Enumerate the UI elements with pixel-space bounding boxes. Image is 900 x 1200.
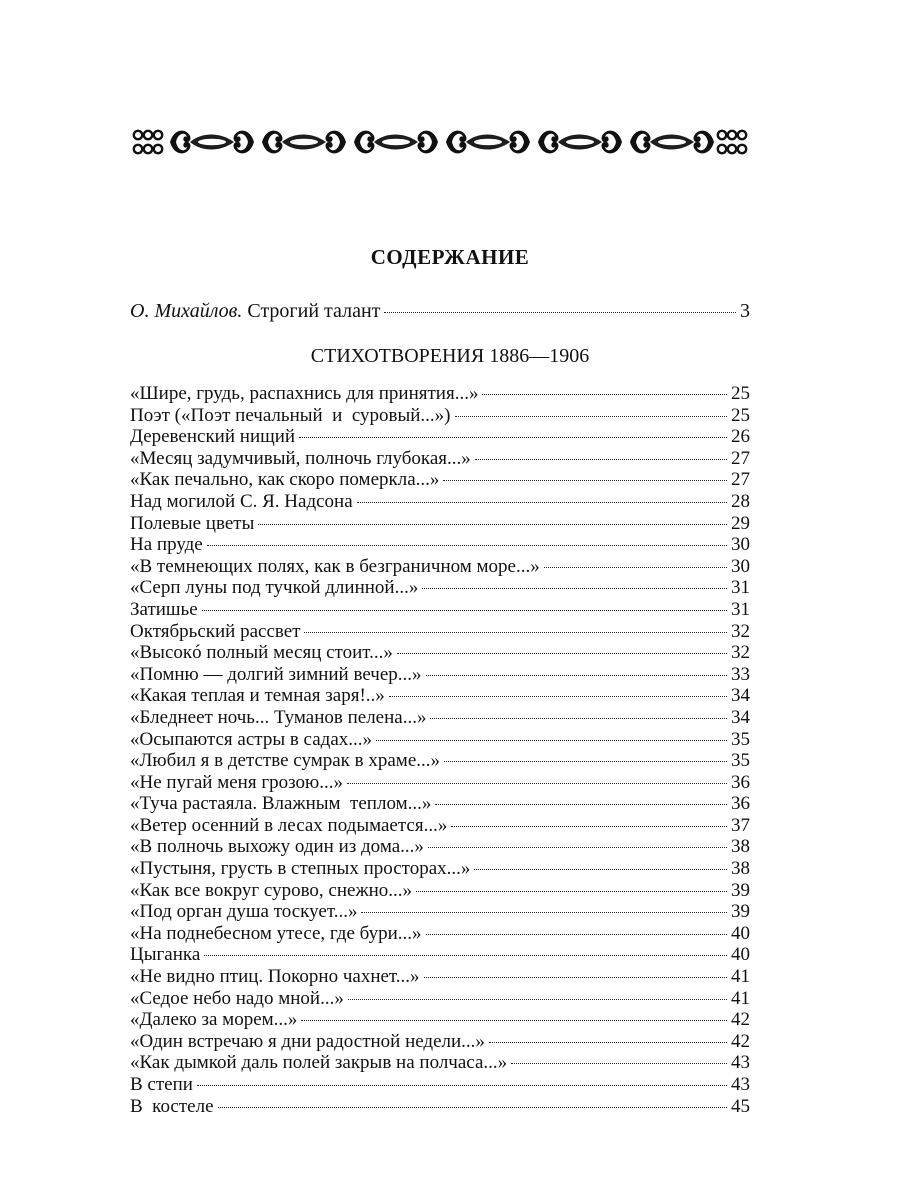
dot-leader [544,567,727,568]
dot-leader [424,977,727,978]
dot-leader [357,502,727,503]
dot-leader [435,804,727,805]
toc-entry-title: Над могилой С. Я. Надсона [130,490,353,512]
toc-entry-page-number: 25 [731,404,750,426]
toc-entry [130,836,750,858]
toc-entry [130,664,750,686]
dot-leader [384,312,736,313]
page-title: СОДЕРЖАНИЕ [370,245,530,269]
toc-entry-page-number: 33 [731,663,750,685]
toc-entry [130,405,750,427]
toc-entry-title: «Высокó полный месяц стоит...» [130,642,393,664]
toc-entry [130,944,750,966]
toc-entry-page-number: 38 [731,858,750,880]
dot-leader [489,1042,727,1043]
toc-entry-page-number: 38 [731,836,750,858]
toc-entry-page-number: 30 [731,555,750,577]
toc-entry-page-number: 31 [731,598,750,620]
toc-entry [130,750,750,772]
toc-entry-page-number: 39 [731,879,750,901]
toc-entry-page-number: 43 [731,1052,750,1074]
dot-leader [416,891,727,892]
dot-leader [299,437,727,438]
toc-entry-title: «В темнеющих полях, как в безграничном море...» [130,555,540,577]
toc-entry-page-number: 41 [731,966,750,988]
toc-entry-page-number: 42 [731,1009,750,1031]
toc-entry-title: «Помню — долгий зимний вечер...» [130,663,422,685]
intro-author: О. Михайлов. [130,300,243,322]
toc-entry-page-number: 26 [731,426,750,448]
toc-entry [130,383,750,405]
dot-leader [422,588,727,589]
toc-entry-title: «Далеко за морем...» [130,1009,298,1031]
dot-leader [348,999,727,1000]
dot-leader [426,934,728,935]
toc-entry-page-number: 25 [731,383,750,404]
dot-leader [204,955,727,956]
toc-entry-page-number: 45 [731,1095,750,1117]
toc-entry-title: «Под орган душа тоскует...» [130,901,358,923]
toc-entry-title: Деревенский нищий [130,426,296,448]
toc-entry-page-number: 35 [731,728,750,750]
dot-leader [455,416,727,417]
toc-entry-title: «Любил я в детстве сумрак в храме...» [130,750,441,772]
dot-leader [444,761,727,762]
intro-page-number: 3 [740,300,750,322]
dot-leader [347,783,727,784]
toc-entry-page-number: 30 [731,534,750,556]
toc-entry [130,491,750,513]
intro-title [242,300,380,323]
toc-entry [130,966,750,988]
dot-leader [430,718,727,719]
toc-entry-title: Поэт («Поэт печальный и суровый...») [130,404,451,426]
dot-leader [511,1063,727,1064]
toc-entry-title: «Ветер осенний в лесах подымается...» [130,814,448,836]
toc-entry [130,534,750,556]
toc-entry-title: «Туча растаяла. Влажным теплом...» [130,793,432,815]
toc-entry [130,1052,750,1074]
dot-leader [426,675,727,676]
dot-leader [207,545,727,546]
toc-entry [130,1074,750,1096]
dot-leader [397,653,727,654]
toc-entry-page-number: 31 [731,577,750,599]
toc-entry-title: На пруде [130,534,203,556]
section-heading: СТИХОТВОРЕНИЯ 1886—1906 [310,345,590,367]
dot-leader [474,869,727,870]
toc-entry-title: «Как дымкой даль полей закрыв на полчаса...» [130,1052,508,1074]
toc-entry-page-number: 27 [731,469,750,491]
toc-entry-title: «Не пугай меня грозою...» [130,771,343,793]
toc-entry-title: «Не видно птиц. Покорно чахнет...» [130,966,420,988]
toc-entry [130,1031,750,1053]
dot-leader [428,847,727,848]
toc-entry-page-number: 43 [731,1074,750,1095]
toc-entry [130,880,750,902]
toc-entry [130,426,750,448]
toc-entry [130,901,750,923]
toc-entry-page-number: 39 [731,901,750,923]
decorative-ornament-border [130,124,750,160]
toc-entry [130,448,750,470]
toc-entry [130,772,750,794]
toc-entry-title: «Бледнеет ночь... Туманов пелена...» [130,706,427,728]
toc-entry-title: «Шире, грудь, распахнись для принятия...» [130,383,479,404]
toc-entry-title: «Какая теплая и темная заря!..» [130,685,385,707]
toc-entry-page-number: 41 [731,987,750,1009]
toc-entry [130,729,750,751]
toc-entry-title: Затишье [130,598,198,620]
toc-entry [130,1009,750,1031]
dot-leader [202,610,727,611]
toc-entry-title: Октябрьский рассвет [130,620,301,642]
toc-entry [130,556,750,578]
toc-entry-title: «На поднебесном утесе, где бури...» [130,922,422,944]
dot-leader [389,696,727,697]
toc-entry-page-number: 29 [731,512,750,534]
dot-leader [376,740,727,741]
intro-title-text: Строгий талант [247,300,381,322]
toc-entry-page-number: 32 [731,620,750,642]
dot-leader [443,480,727,481]
toc-entry-title: «Пустыня, грусть в степных просторах...» [130,858,471,880]
toc-entry [130,513,750,535]
toc-entry [130,685,750,707]
dot-leader [451,826,727,827]
toc-entry [130,815,750,837]
dot-leader [361,912,727,913]
dot-leader [258,524,727,525]
table-of-contents [130,383,750,1117]
toc-entry-title: «Месяц задумчивый, полночь глубокая...» [130,447,471,469]
dot-leader [218,1107,728,1108]
toc-entry [130,793,750,815]
toc-entry-page-number: 36 [731,771,750,793]
toc-entry-page-number: 34 [731,685,750,707]
toc-entry-page-number: 42 [731,1030,750,1052]
dot-leader [197,1085,727,1086]
toc-entry-title: В костеле [130,1095,214,1117]
intro-entry [130,300,750,323]
toc-entry [130,923,750,945]
toc-entry [130,1096,750,1118]
toc-entry-title: «Как печально, как скоро померкла...» [130,469,440,491]
toc-entry [130,988,750,1010]
dot-leader [301,1020,727,1021]
toc-entry-title: «Седое небо надо мной...» [130,987,344,1009]
toc-entry-page-number: 40 [731,922,750,944]
toc-entry-page-number: 37 [731,814,750,836]
toc-entry-title: «В полночь выхожу один из дома...» [130,836,424,858]
toc-entry-title: «Один встречаю я дни радостной недели...» [130,1030,485,1052]
toc-entry [130,577,750,599]
toc-entry-page-number: 27 [731,447,750,469]
toc-entry [130,707,750,729]
toc-entry [130,858,750,880]
toc-entry [130,469,750,491]
dot-leader [482,394,727,395]
toc-entry-page-number: 34 [731,706,750,728]
toc-entry-title: Цыганка [130,944,201,966]
toc-entry-title: В степи [130,1074,193,1095]
toc-entry [130,621,750,643]
toc-entry-page-number: 32 [731,642,750,664]
toc-entry-title: «Серп луны под тучкой длинной...» [130,577,419,599]
toc-entry-page-number: 40 [731,944,750,966]
toc-entry-title: Полевые цветы [130,512,255,534]
toc-entry-title: «Как все вокруг сурово, снежно...» [130,879,413,901]
toc-entry-page-number: 35 [731,750,750,772]
dot-leader [475,459,727,460]
toc-entry-title: «Осыпаются астры в садах...» [130,728,373,750]
toc-entry-page-number: 28 [731,490,750,512]
dot-leader [304,632,727,633]
toc-entry-page-number: 36 [731,793,750,815]
toc-entry [130,642,750,664]
toc-entry [130,599,750,621]
